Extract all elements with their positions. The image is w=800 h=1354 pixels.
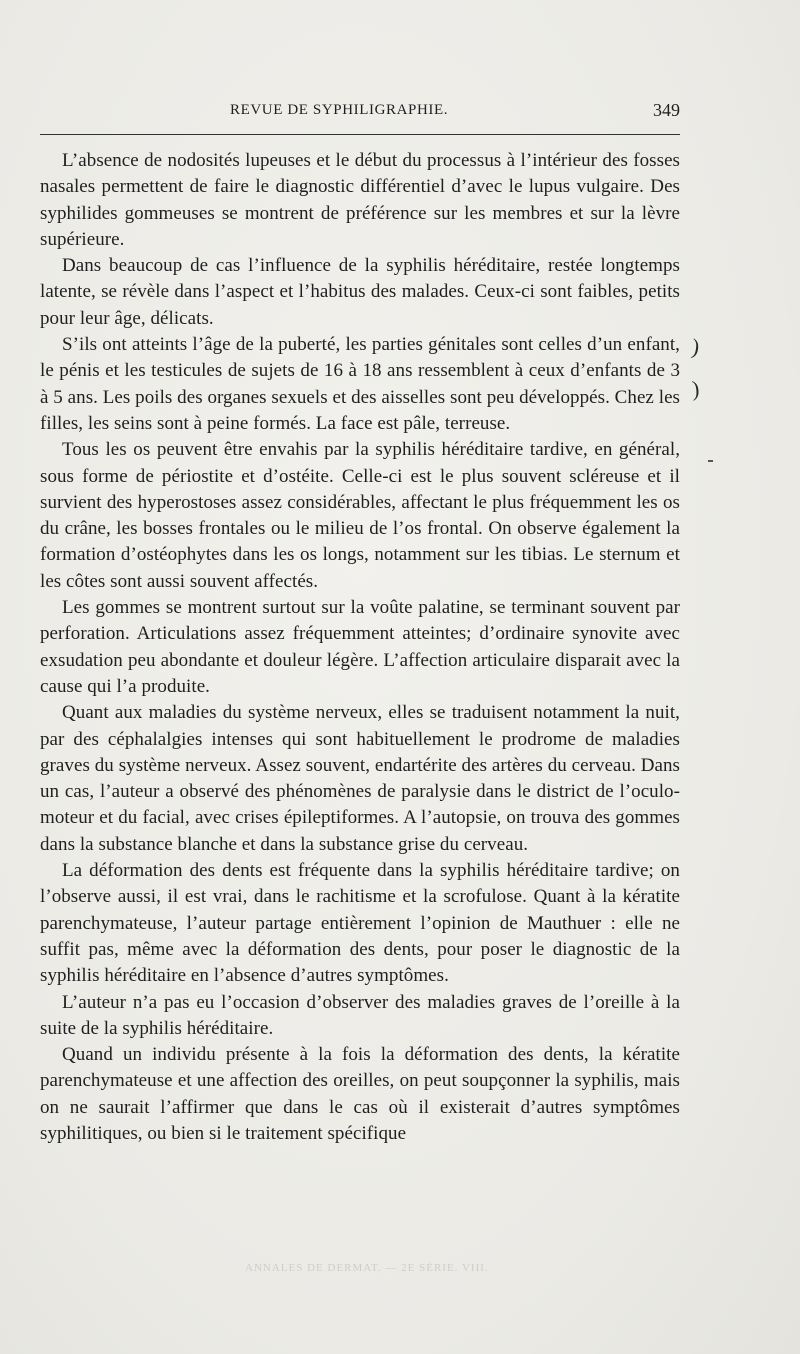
page-header	[40, 100, 680, 124]
paragraph: S’ils ont atteints l’âge de la puberté, les parties génitales sont celles d’un enfant, le pénis et les testicules de sujets de 16 à 18 ans ressemblent à ceux d’enfants de 3 à 5 ans. Les poils des organes sexuels et des aisselles sont peu développés. Chez les filles, les seins sont à peine formés. La face est pâle, terreuse.	[40, 334, 680, 434]
paragraph: Quant aux maladies du système nerveux, elles se traduisent notamment la nuit, par des céphalalgies intenses qui sont habituellement le prodrome de maladies graves du système nerveux. Assez souvent, endartérite des artères du cerveau. Dans un cas, l’auteur a observé des phénomènes de paralysie dans le district de l’oculo-moteur et du facial, avec crises épileptiformes. A l’autopsie, on trouva des gommes dans la substance blanche et dans la substance grise du cerveau.	[40, 702, 680, 855]
paragraph: La déformation des dents est fréquente dans la syphilis héréditaire tardive; on l’observe aussi, il est vrai, dans le rachitisme et la scrofulose. Quant à la kératite parenchymateuse, l’auteur partage entièrement l’opinion de Mauthuer : elle ne suffit pas, même avec la déformation des dents, pour poser le diagnostic de la syphilis héréditaire en l’absence d’autres symptômes.	[40, 860, 680, 987]
margin-bracket-mark: )	[690, 333, 702, 360]
running-head: REVUE DE SYPHILIGRAPHIE.	[230, 102, 449, 118]
paragraph: Quand un individu présente à la fois la déformation des dents, la kératite parenchymateuse et une affection des oreilles, on peut soupçonner la syphilis, mais on ne saurait l’affirmer que dans le cas où il existerait d’autres symptômes syphilitiques, ou bien si le traitement spécifique	[40, 1044, 680, 1144]
header-rule	[40, 134, 680, 135]
margin-dash-mark	[708, 460, 713, 462]
paragraph: Tous les os peuvent être envahis par la syphilis héréditaire tardive, en général, sous forme de périostite et d’ostéite. Celle-ci est le plus souvent scléreuse et il survient des hyperostoses assez considérables, affectant le plus fréquemment les os du crâne, les bosses frontales ou le milieu de l’os frontal. On observe également la formation d’ostéophytes dans les os longs, notamment sur les tibias. Le sternum et les côtes sont aussi souvent affectés.	[40, 439, 680, 592]
paragraph: L’auteur n’a pas eu l’occasion d’observer des maladies graves de l’oreille à la suite de la syphilis héréditaire.	[40, 991, 680, 1039]
paragraph: Les gommes se montrent surtout sur la voûte palatine, se terminant souvent par perforation. Articulations assez fréquemment atteintes; d’ordinaire synovite avec exsudation peu abondante et douleur légère. L’affection articulaire disparait avec la cause qui l’a produite.	[40, 597, 680, 697]
margin-bracket-mark: )	[691, 375, 701, 402]
faint-footer-text: ANNALES DE DERMAT. — 2E SÉRIE. VIII.	[245, 1262, 489, 1274]
body-text	[40, 148, 680, 1147]
paragraph: L’absence de nodosités lupeuses et le début du processus à l’intérieur des fosses nasales permettent de faire le diagnostic différentiel d’avec le lupus vulgaire. Des syphilides gommeuses se montrent de préférence sur les membres et sur la lèvre supérieure.	[40, 150, 680, 250]
page-number: 349	[653, 100, 680, 120]
paragraph: Dans beaucoup de cas l’influence de la syphilis héréditaire, restée longtemps latente, se révèle dans l’aspect et l’habitus des malades. Ceux-ci sont faibles, petits pour leur âge, délicats.	[40, 255, 680, 329]
